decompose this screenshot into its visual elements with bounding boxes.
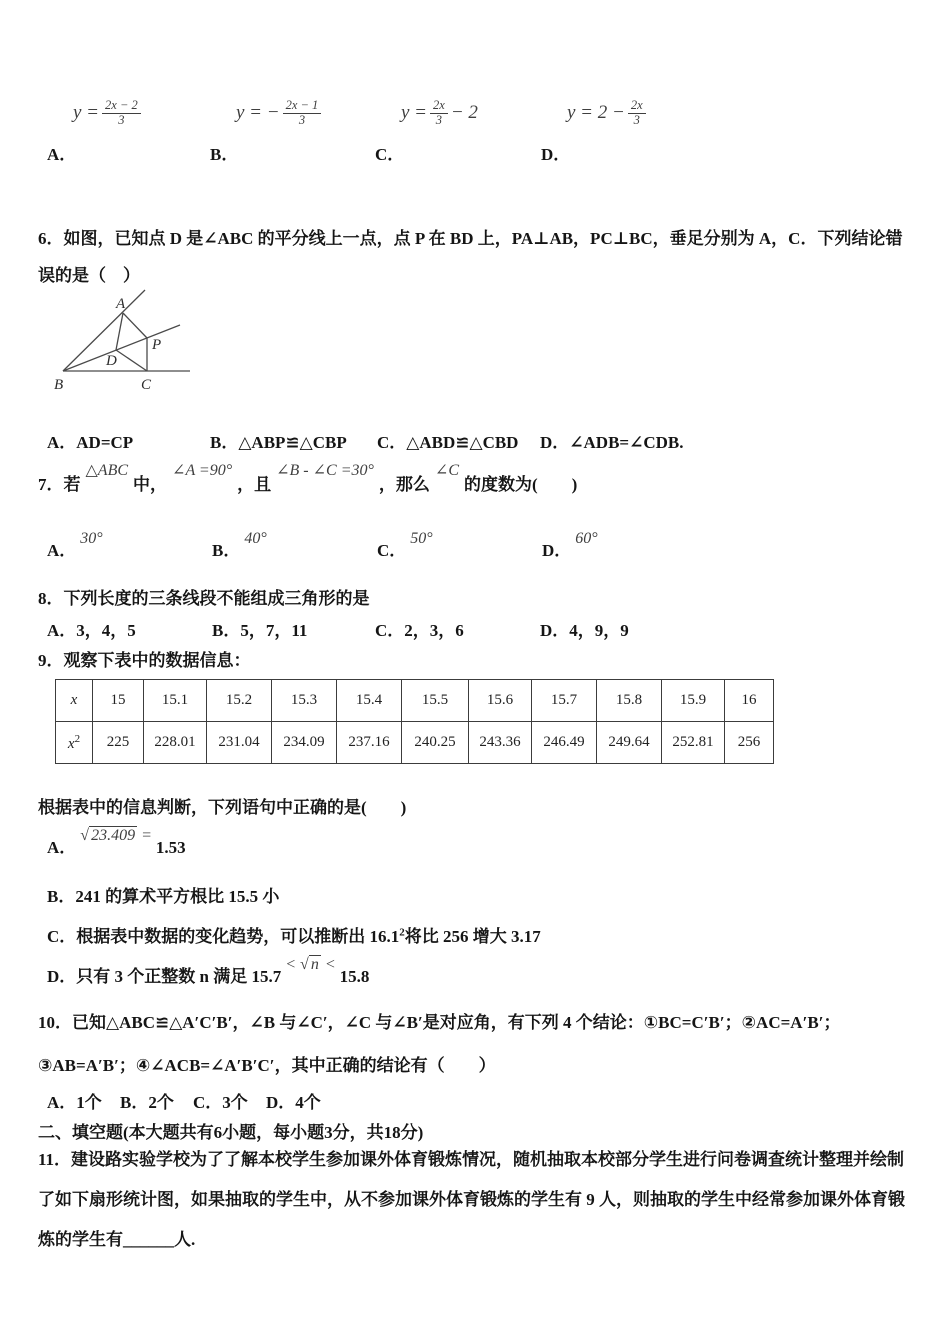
sqrt-expression [80, 827, 152, 845]
equals-sign: = [141, 827, 152, 844]
q7-text1: 中， [133, 475, 168, 494]
formula [47, 90, 144, 136]
option-value: 50° [410, 530, 433, 547]
option-text: AD=CP [76, 433, 134, 452]
option-text: 2个 [148, 1093, 174, 1112]
q7-math-angle-bc: ∠B - ∠C =30° [276, 462, 374, 479]
option-c [193, 1088, 248, 1113]
option-d [540, 428, 684, 453]
fraction [102, 99, 141, 126]
question-10-line1: 10．已知△ABC≌△A′C′B′，∠B 与∠C′，∠C 与∠B′是对应角，有下列 4 个结论：①BC=C′B′；②AC=A′B′； [38, 1013, 841, 1032]
cell-x: 15.5 [402, 680, 469, 722]
cell-x: 15.9 [662, 680, 725, 722]
question-6-line1: 6．如图，已知点 D 是∠ABC 的平分线上一点，点 P 在 BD 上，PA⊥AB，PC⊥BC，垂足分别为 A，C．下列结论错 [38, 229, 903, 248]
q9-option-c [47, 922, 541, 947]
option-letter: C． [375, 145, 405, 164]
option-b [212, 530, 271, 561]
question-11-line3: 炼的学生有______人. [38, 1230, 196, 1249]
option-text: △ABD≌△CBD [406, 433, 519, 452]
fraction [283, 99, 322, 126]
q6-geometry-figure [40, 288, 250, 403]
option-d [266, 1088, 321, 1113]
row-header-x-squared: $x^2$ [56, 722, 93, 764]
cell-x: 15 [93, 680, 144, 722]
cell-x2: 234.09 [272, 722, 337, 764]
option-text: 4，9，9 [569, 621, 629, 640]
less-than-sign: < [285, 956, 297, 973]
row-header-x: x [56, 680, 93, 722]
vertex-label-a: A [116, 296, 126, 312]
question-11-line2: 了如下扇形统计图，如果抽取的学生中，从不参加课外体育锻炼的学生有 9 人，则抽取的学生中经常参加课外体育锻 [38, 1190, 905, 1209]
radicand: 23.409 [91, 827, 136, 844]
q7-suffix: 的度数为( ) [463, 475, 578, 494]
cell-x: 16 [725, 680, 774, 722]
option-letter: D． [540, 621, 570, 640]
option-letter: C． [377, 541, 407, 560]
question-9-title: 9．观察下表中的数据信息： [38, 651, 251, 670]
formula-pre: y = [401, 102, 428, 123]
option-letter: B． [212, 541, 241, 560]
less-than-sign: < [324, 956, 336, 973]
option-a-formula [47, 90, 144, 165]
option-text-post: 将比 256 增大 3.17 [404, 927, 541, 946]
formula [210, 90, 324, 136]
option-d-formula [541, 90, 649, 165]
question-10-line2: ③AB=A′B′；④∠ACB=∠A′B′C′，其中正确的结论有（ ） [38, 1056, 496, 1075]
cell-x2: 252.81 [662, 722, 725, 764]
fraction [430, 99, 448, 126]
q7-math-angle-c: ∠C [434, 462, 459, 479]
cell-x: 15.6 [469, 680, 532, 722]
option-letter: B． [47, 887, 76, 906]
formula-pre: y = [73, 102, 100, 123]
option-a [47, 1088, 102, 1113]
option-b-formula [210, 90, 324, 165]
cell-x2: 246.49 [532, 722, 597, 764]
option-c [377, 530, 437, 561]
option-text: 3个 [222, 1093, 248, 1112]
figure-lines [63, 290, 190, 371]
fraction-denominator: 3 [298, 112, 306, 127]
q7-text3: ，那么 [378, 475, 430, 494]
option-b [210, 428, 347, 453]
option-text: 5，7，11 [240, 621, 308, 640]
table-row-x [56, 680, 774, 722]
option-text: △ABP≌△CBP [238, 433, 347, 452]
option-letter: D． [542, 541, 572, 560]
option-value: 40° [244, 530, 267, 547]
option-text-pre: 根据表中数据的变化趋势，可以推断出 16.1 [76, 927, 400, 946]
vertex-label-c: C [141, 377, 152, 393]
cell-x: 15.4 [337, 680, 402, 722]
vertex-label-p: P [152, 337, 162, 353]
option-text: 3，4，5 [76, 621, 136, 640]
sqrt: √ n [300, 956, 319, 973]
q7-math-triangle: △ABC [85, 462, 129, 479]
option-letter: B． [210, 433, 239, 452]
cell-x: 15.3 [272, 680, 337, 722]
cell-x: 15.8 [597, 680, 662, 722]
q7-prefix: 7．若 [38, 475, 81, 494]
cell-x2: 240.25 [402, 722, 469, 764]
question-6-line2: 误的是（ ） [38, 266, 140, 285]
formula [541, 90, 649, 136]
sqrt: √ 23.409 [80, 827, 136, 844]
option-text: ∠ADB=∠CDB. [569, 433, 684, 452]
fraction-denominator: 3 [118, 112, 125, 127]
option-letter: A． [47, 838, 77, 857]
option-letter: A． [47, 1093, 77, 1112]
vertex-label-d: D [106, 353, 117, 369]
option-letter: D． [540, 433, 570, 452]
option-value: 1.53 [155, 838, 186, 857]
vertex-label-b: B [54, 377, 64, 393]
cell-x2: 256 [725, 722, 774, 764]
superscript-2: 2 [399, 926, 405, 939]
formula-pre: y = 2 − [567, 102, 625, 123]
table-row-x-squared [56, 722, 774, 764]
option-b [212, 616, 307, 641]
option-letter: D． [47, 967, 77, 986]
option-letter: A． [47, 621, 77, 640]
cell-x2: 249.64 [597, 722, 662, 764]
q9-option-b [47, 882, 279, 907]
q9-option-a [47, 827, 186, 858]
option-c [375, 616, 464, 641]
option-b [120, 1088, 174, 1113]
cell-x: 15.2 [207, 680, 272, 722]
cell-x2: 237.16 [337, 722, 402, 764]
option-value: 60° [575, 530, 598, 547]
option-letter: D． [541, 145, 571, 164]
question-7-text [38, 462, 578, 495]
cell-x: 15.7 [532, 680, 597, 722]
option-text-pre: 只有 3 个正整数 n 满足 15.7 [76, 967, 282, 986]
option-value: 30° [80, 530, 103, 547]
option-d [542, 530, 602, 561]
section-2-header: 二、填空题(本大题共有6小题，每小题3分，共18分) [38, 1123, 424, 1142]
cell-x2: 231.04 [207, 722, 272, 764]
formula-post: − 2 [450, 102, 478, 123]
formula-pre: y = − [236, 102, 280, 123]
q7-math-angle-a: ∠A =90° [172, 462, 233, 479]
option-letter: C． [377, 433, 407, 452]
option-letter: B． [120, 1093, 149, 1112]
option-text: 1个 [76, 1093, 102, 1112]
formula [375, 90, 478, 136]
option-letter: A． [47, 541, 77, 560]
q7-text2: ，且 [237, 475, 272, 494]
question-11-line1: 11．建设路实验学校为了了解本校学生参加课外体育锻炼情况，随机抽取本校部分学生进行问卷调查统计整理并绘制 [38, 1150, 905, 1169]
fraction-numerator: 2x [430, 99, 448, 113]
option-c-formula [375, 90, 478, 165]
fraction-numerator: 2x [628, 99, 646, 113]
cell-x2: 225 [93, 722, 144, 764]
option-d [540, 616, 629, 641]
fraction-numerator: 2x − 2 [102, 99, 141, 113]
fraction-denominator: 3 [633, 112, 640, 127]
question-8-title: 8．下列长度的三条线段不能组成三角形的是 [38, 589, 370, 608]
option-text: 4个 [295, 1093, 321, 1112]
option-letter: C． [47, 927, 77, 946]
cell-x: 15.1 [144, 680, 207, 722]
cell-x2: 228.01 [144, 722, 207, 764]
option-letter: B． [210, 145, 239, 164]
option-a [47, 428, 133, 453]
option-letter: B． [212, 621, 241, 640]
option-a [47, 530, 107, 561]
option-value: 15.8 [339, 967, 370, 986]
option-letter: A． [47, 145, 77, 164]
option-text: 2，3，6 [404, 621, 464, 640]
option-text: 241 的算术平方根比 15.5 小 [75, 887, 280, 906]
question-9-prompt: 根据表中的信息判断，下列语句中正确的是( ) [38, 798, 407, 817]
q9-data-table [55, 679, 774, 764]
option-c [377, 428, 518, 453]
option-letter: D． [266, 1093, 296, 1112]
q9-option-d [47, 956, 370, 987]
sqrt-inequality [285, 956, 335, 974]
fraction-denominator: 3 [435, 112, 443, 127]
option-letter: C． [193, 1093, 223, 1112]
option-letter: C． [375, 621, 405, 640]
radicand: n [310, 956, 319, 973]
cell-x2: 243.36 [469, 722, 532, 764]
option-a [47, 616, 136, 641]
option-letter: A． [47, 433, 77, 452]
fraction [628, 99, 646, 126]
fraction-numerator: 2x − 1 [283, 99, 322, 113]
